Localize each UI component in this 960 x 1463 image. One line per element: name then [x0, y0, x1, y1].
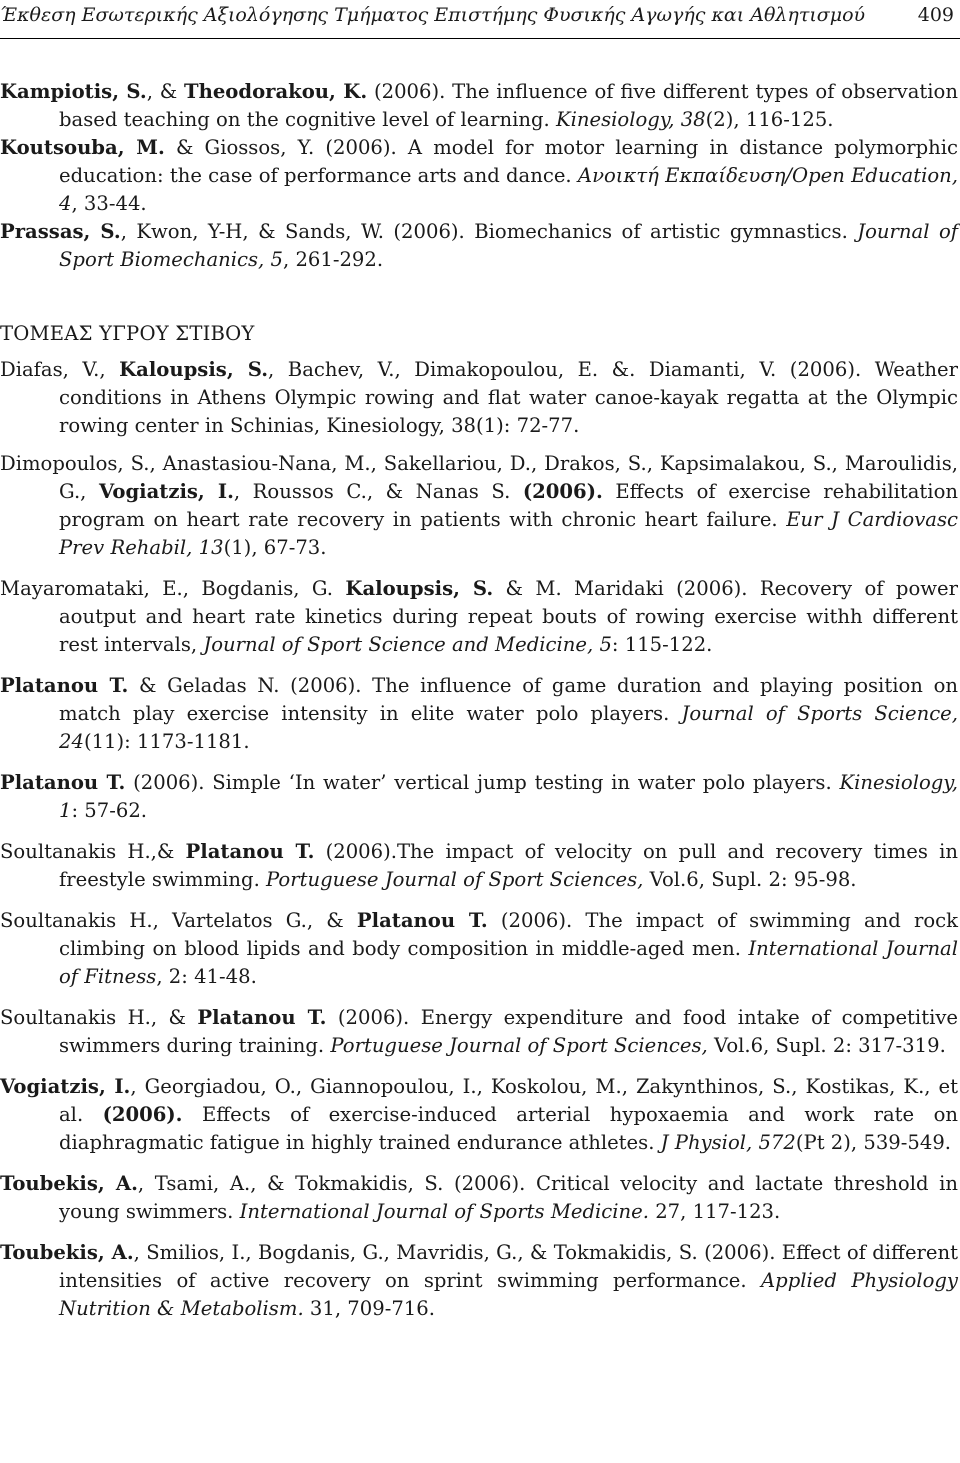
reference-text: (2006). The impact of swimming and rock climbing on blood lipids and body composition in middle-aged men.	[59, 909, 959, 960]
reference-text: Diafas, V.,	[0, 358, 120, 381]
reference-text: Dimopoulos, S., Anastasiou-Nana, M., Sakellariou, D., Drakos, S., Kapsimalakou, S., Maroulidis, G.,	[0, 452, 958, 503]
reference-text: Kaloupsis, S.	[119, 358, 269, 381]
reference-text: Applied Physiology Nutrition & Metabolism.	[59, 1269, 958, 1320]
reference-text: Eur J Cardiovasc Prev Rehabil, 13	[59, 508, 959, 559]
reference-text: Kinesiology, 38	[555, 108, 706, 131]
reference-text: Journal of Sports Science, 24	[59, 702, 959, 753]
reference-text: , Kwon, Y-H, & Sands, W. (2006). Biomechanics of artistic gymnastics.	[120, 220, 858, 243]
reference-entry	[0, 838, 958, 894]
reference-text: , Smilios, I., Bogdanis, G., Mavridis, G., & Tokmakidis, S. (2006). Effect of different intensities of active recovery on sprint swimming performance.	[59, 1241, 958, 1292]
reference-text: (1), 67-73.	[223, 536, 327, 559]
reference-text: Platanou T.	[356, 909, 488, 932]
reference-text: Mayaromataki, E., Bogdanis, G.	[0, 577, 346, 600]
reference-text: Journal of Sport Science and Medicine, 5	[203, 633, 612, 656]
reference-entry	[0, 218, 958, 274]
reference-text: Soultanakis H., &	[0, 1006, 198, 1029]
section-heading: ΤΟΜΕΑΣ ΥΓΡΟΥ ΣΤΙΒΟΥ	[0, 322, 255, 345]
reference-text: , Bachev, V., Dimakopoulou, E. &. Diamanti, V. (2006). Weather conditions in Athens Olympic rowing and flat water canoe-kayak regatta at the Olympic rowing center in Schinias, Kinesiology, 38(1): 72-77.	[59, 358, 958, 437]
reference-text: Journal of Sport Biomechanics, 5	[59, 220, 958, 271]
reference-text: Platanou T.	[0, 674, 129, 697]
reference-text: Vol.6, Supl. 2: 317-319.	[707, 1034, 946, 1057]
reference-entry	[0, 450, 958, 562]
reference-text: , Roussos C., & Nanas S.	[233, 480, 523, 503]
reference-text: Vol.6, Supl. 2: 95-98.	[643, 868, 857, 891]
reference-text: (2006).	[522, 480, 603, 503]
reference-text: , 261-292.	[282, 248, 384, 271]
reference-text: Prassas, S.	[0, 220, 121, 243]
reference-text: International Journal of Sports Medicine.	[239, 1200, 649, 1223]
reference-text: & Geladas N. (2006). The influence of game duration and playing position on match play exercise intensity in elite water polo players.	[59, 674, 958, 725]
reference-text: , Tsami, A., & Tokmakidis, S. (2006). Critical velocity and lactate threshold in young swimmers.	[59, 1172, 959, 1223]
reference-text: : 57-62.	[71, 799, 148, 822]
document-body	[0, 78, 958, 1323]
reference-text: Effects of exercise rehabilitation program on heart rate recovery in patients with chronic heart failure.	[59, 480, 958, 531]
page-header	[0, 0, 960, 39]
reference-text: Portuguese Journal of Sport Sciences,	[266, 868, 644, 891]
reference-text: Toubekis, A.	[0, 1241, 134, 1264]
reference-text: (11): 1173-1181.	[83, 730, 250, 753]
reference-entry	[0, 672, 958, 756]
reference-text: : 115-122.	[611, 633, 713, 656]
reference-text: Portuguese Journal of Sport Sciences,	[330, 1034, 708, 1057]
reference-entry	[0, 575, 958, 659]
reference-text: Vogiatzis, I.	[98, 480, 234, 503]
reference-text: Platanou T.	[185, 840, 315, 863]
reference-text: & M. Maridaki (2006). Recovery of power aoutput and heart rate kinetics during repeat bouts of rowing exercise withh different rest intervals,	[59, 577, 959, 656]
reference-text: (2006).	[102, 1103, 183, 1126]
reference-text: & Giossos, Y. (2006). A model for motor learning in distance polymorphic education: the case of performance arts and dance.	[59, 136, 959, 187]
reference-entry	[0, 134, 958, 218]
reference-entry	[0, 356, 958, 440]
reference-text: J Physiol, 572	[660, 1131, 796, 1154]
reference-entry	[0, 769, 958, 825]
reference-text: (2006).The impact of velocity on pull and recovery times in freestyle swimming.	[59, 840, 958, 891]
reference-entry	[0, 1073, 958, 1157]
reference-text: Kinesiology, 1	[59, 771, 958, 822]
reference-text: Toubekis, A.	[0, 1172, 138, 1195]
reference-text: , 33-44.	[71, 192, 147, 215]
reference-entry	[0, 1004, 958, 1060]
reference-text: Koutsouba, M.	[0, 136, 165, 159]
reference-text: (2006). The influence of five different types of observation based teaching on the cognitive level of learning.	[59, 80, 958, 131]
reference-text: Ανοικτή Εκπαίδευση/Open Education, 4	[59, 164, 959, 215]
reference-text: Soultanakis H.,&	[0, 840, 186, 863]
reference-text: Platanou T.	[197, 1006, 327, 1029]
reference-text: Effects of exercise-induced arterial hypoxaemia and work rate on diaphragmatic fatigue in highly trained endurance athletes.	[59, 1103, 958, 1154]
reference-text: Theodorakou, K.	[184, 80, 368, 103]
reference-text: Platanou T.	[0, 771, 126, 794]
reference-text: Kaloupsis, S.	[345, 577, 494, 600]
reference-text: Soultanakis H., Vartelatos G., &	[0, 909, 357, 932]
reference-list-top	[0, 78, 958, 274]
reference-entry	[0, 78, 958, 134]
reference-entry	[0, 1239, 958, 1323]
reference-text: (2006). Energy expenditure and food intake of competitive swimmers during training.	[59, 1006, 958, 1057]
reference-list-bottom	[0, 356, 958, 1323]
reference-text: (Pt 2), 539-549.	[795, 1131, 952, 1154]
reference-text: (2), 116-125.	[705, 108, 834, 131]
page-number: 409	[917, 4, 954, 26]
reference-entry	[0, 1170, 958, 1226]
reference-entry	[0, 907, 958, 991]
reference-text: 27, 117-123.	[648, 1200, 781, 1223]
header-title: Έκθεση Εσωτερικής Αξιολόγησης Τμήματος Επιστήμης Φυσικής Αγωγής και Αθλητισμού	[0, 4, 866, 26]
reference-text: International Journal of Fitness	[59, 937, 959, 988]
reference-text: , Georgiadou, O., Giannopoulou, I., Koskolou, M., Zakynthinos, S., Kostikas, K., et al.	[59, 1075, 959, 1126]
reference-text: Vogiatzis, I.	[0, 1075, 131, 1098]
reference-text: 31, 709-716.	[303, 1297, 435, 1320]
reference-text: , &	[146, 80, 185, 103]
reference-text: , 2: 41-48.	[156, 965, 257, 988]
reference-text: Kampiotis, S.	[0, 80, 147, 103]
reference-text: (2006). Simple ‘In water’ vertical jump testing in water polo players.	[125, 771, 840, 794]
